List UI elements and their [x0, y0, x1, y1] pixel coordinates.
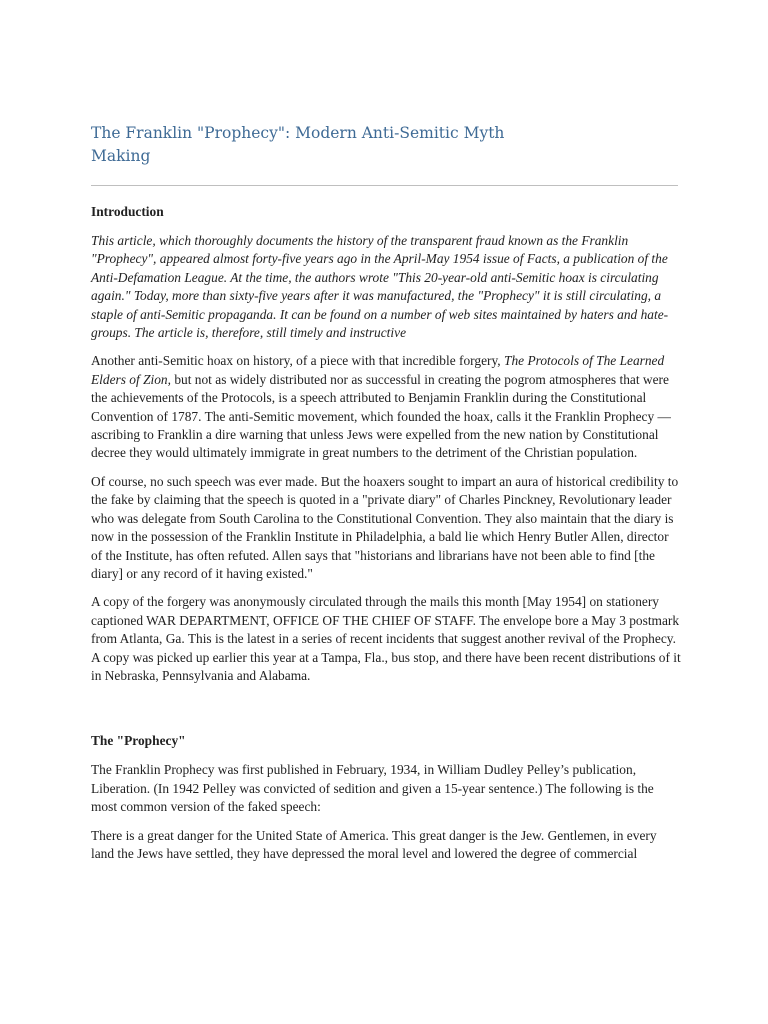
paragraph-forgery-copy: A copy of the forgery was anonymously circulated through the mails this month [May 1954] on stationery captioned WAR DEPARTMENT, OFFICE OF THE CHIEF OF STAFF. The envelope bore a May 3 postmark from Atlanta, Ga. This is the latest in a series of recent incidents that suggest another revival of the Prophecy. A copy was picked up earlier this year at a Tampa, Fla., bus stop, and there have been recent distributions of it in Nebraska, Pennsylvania and Alabama.: [91, 594, 681, 683]
prophecy-heading: The "Prophecy": [91, 733, 186, 749]
paragraph-first-published: The Franklin Prophecy was first published in February, 1934, in William Dudley Pelley’s publication, Liberation. (In 1942 Pelley was convicted of sedition and given a 15-year sentence.) The following is the most common version of the faked speech:: [91, 762, 654, 815]
protocols-title: The Protocols of The Learned Elders of Zion,: [91, 353, 665, 387]
paragraph-protocols-start: Another anti-Semitic hoax on history, of a piece with that incredible forgery,: [91, 353, 505, 369]
paragraph-protocols-rest: but not as widely distributed nor as successful in creating the pogrom atmospheres that were the achievements of the Protocols, is a speech attributed to Benjamin Franklin during the Constitutional Convention of 1787. The anti-Semitic movement, which founded the hoax, calls it the Franklin Prophecy — ascribing to Franklin a dire warning that unless Jews were expelled from the new nation by Constitutional decree they would ultimately immigrate in great numbers to the detriment of the Christian population.: [91, 371, 671, 461]
paragraph-speech-text: There is a great danger for the United State of America. This great danger is the Jew. Gentlemen, in every land the Jews have settled, they have depressed the moral level and lowered the degree of commercial: [91, 827, 657, 861]
page-title: The Franklin "Prophecy": Modern Anti-Semitic Myth Making: [91, 124, 505, 165]
introduction-heading: Introduction: [91, 204, 164, 219]
paragraph-protocols: [91, 352, 681, 462]
paragraph-no-speech: Of course, no such speech was ever made. But the hoaxers sought to impart an aura of historical credibility to the fake by claiming that the speech is quoted in a "private diary" of Charles Pinckney, Revolutionary leader who was delegate from South Carolina to the Constitutional Convention. They also maintain that the diary is now in the possession of the Franklin Institute in Philadelphia, a bald lie which Henry Butler Allen, director of the Institute, has often refuted. Allen says that "historians and librarians have not been able to find [the diary] or any record of it having existed.": [91, 473, 679, 581]
document-body: [91, 202, 681, 873]
title-divider: [91, 185, 678, 186]
intro-paragraph: This article, which thoroughly documents the history of the transparent fraud known as the Franklin "Prophecy", appeared almost forty-five years ago in the April-May 1954 issue of Facts, a publication of the Anti-Defamation League. At the time, the authors wrote "This 20-year-old anti-Semitic hoax is circulating again." Today, more than sixty-five years after it was manufactured, the "Prophecy" it is still circulating, a staple of anti-Semitic propaganda. It can be found on a number of web sites maintained by haters and hate-groups. The article is, therefore, still timely and instructive: [91, 233, 669, 341]
section-spacer: [91, 695, 681, 731]
